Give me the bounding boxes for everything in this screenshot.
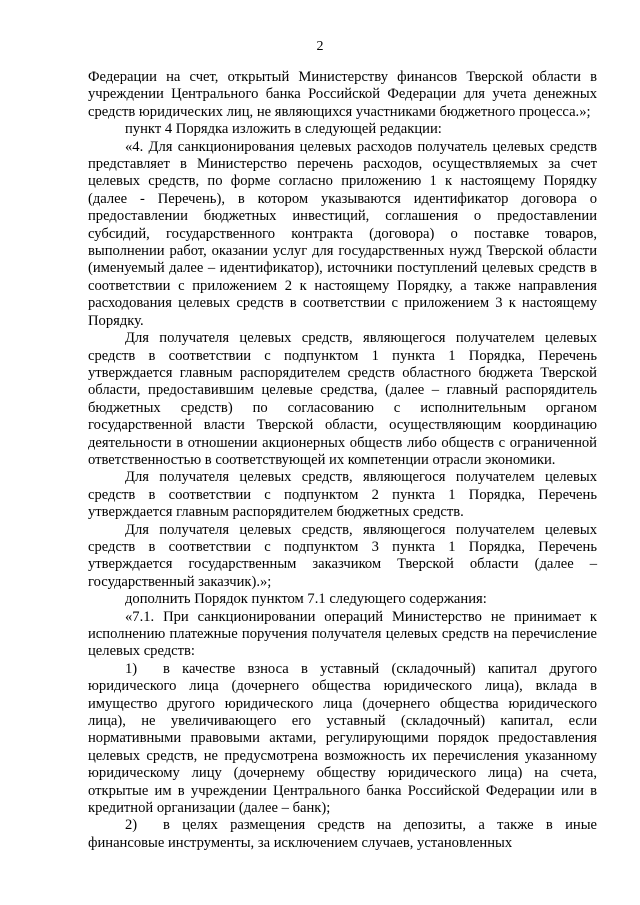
page-number: 2 xyxy=(316,39,324,54)
paragraph-3: «4. Для санкционирования целевых расходов получатель целевых средств представляет в Министерство перечень расходов, осуществляемых за счет целевых средств, по форме согласно приложению 1 к настоящему Порядку (далее - Перечень), в котором указываются идентификатор договора о предоставлении бюджетных инвестиций, соглашения о предоставлении субсидий, государственного контракта (договора) о поставке товаров, выполнении работ, оказании услуг для государственных нужд Тверской области (именуемый далее – идентификатор), источники поступлений целевых средств в соответствии с приложением 2 к настоящему Порядку, а также направления расходования целевых средств в соответствии с приложением 3 к настоящему Порядку. xyxy=(88,138,597,329)
list-item-number: 1) xyxy=(125,660,138,677)
paragraph-8: «7.1. При санкционировании операций Министерство не принимает к исполнению платежные поручения получателя целевых средств на перечисление целевых средств: xyxy=(88,608,597,660)
paragraph-6: Для получателя целевых средств, являющегося получателем целевых средств в соответствии с подпунктом 3 пункта 1 Порядка, Перечень утверждается государственным заказчиком Тверской области (далее – государственный заказчик).»; xyxy=(88,521,597,590)
list-item-2 xyxy=(88,817,597,852)
paragraph-7: дополнить Порядок пунктом 7.1 следующего содержания: xyxy=(125,591,487,608)
list-item-text: в качестве взноса в уставный (складочный) капитал другого юридического лица (дочернего общества юридического лица), вклада в имущество другого юридического лица (дочернего общества юридического лица), не увеличивающего его уставный (складочный) капитал, если нормативными правовыми актами, регулирующими порядок предоставления целевых средств, не предусмотрена возможность их перечисления указанному юридическому лицу (дочернему обществу юридического лица) на счета, открытые им в учреждении Центрального банка Российской Федерации или в кредитной организации (далее – банк); xyxy=(88,660,597,817)
paragraph-2: пункт 4 Порядка изложить в следующей редакции: xyxy=(125,121,442,138)
list-item-text: в целях размещения средств на депозиты, а также в иные финансовые инструменты, за исключением случаев, установленных xyxy=(88,817,597,851)
document-body xyxy=(88,69,597,852)
list-item-1 xyxy=(88,661,597,818)
list-item-number: 2) xyxy=(125,817,138,834)
paragraph-4: Для получателя целевых средств, являющегося получателем целевых средств в соответствии с подпунктом 1 пункта 1 Порядка, Перечень утверждается главным распорядителем средств областного бюджета Тверской области, предоставившим целевые средства, (далее – главный распорядитель бюджетных средств) по согласованию с исполнительным органом государственной власти Тверской области, осуществляющим координацию деятельности в отношении акционерных обществ либо обществ с ограниченной ответственностью в соответствующей их компетенции отрасли экономики. xyxy=(88,330,597,468)
paragraph-1: Федерации на счет, открытый Министерству финансов Тверской области в учреждении Центрального банка Российской Федерации для учета денежных средств юридических лиц, не являющихся участниками бюджетного процесса.»; xyxy=(88,69,597,120)
paragraph-5: Для получателя целевых средств, являющегося получателем целевых средств в соответствии с подпунктом 2 пункта 1 Порядка, Перечень утверждается главным распорядителем бюджетных средств. xyxy=(88,469,597,521)
